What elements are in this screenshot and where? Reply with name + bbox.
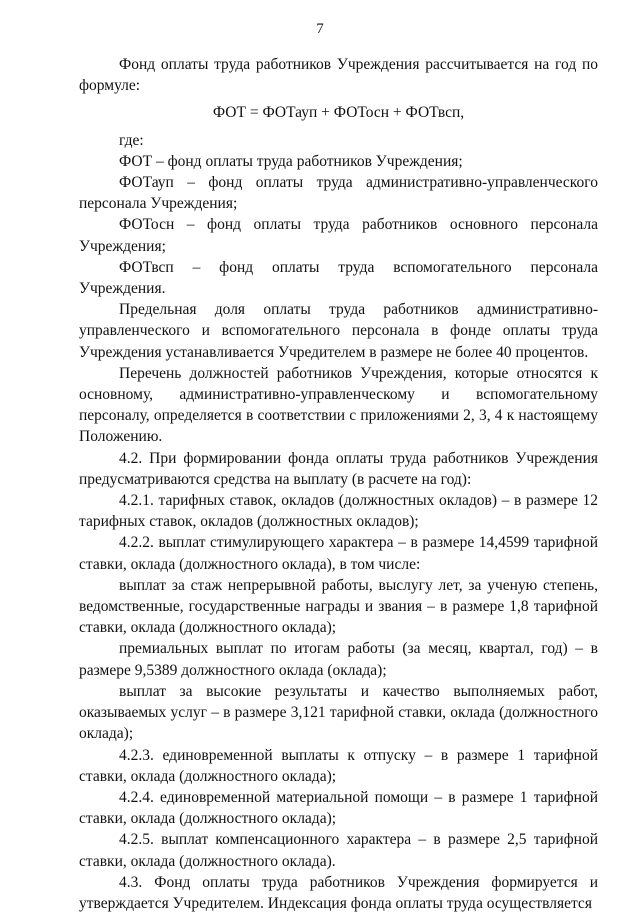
definition-fot: ФОТ – фонд оплаты труда работников Учреждения; [119, 152, 463, 170]
definition-fot-vsp: ФОТвсп – фонд оплаты труда вспомогательного персонала Учреждения. [79, 258, 598, 298]
clause-4-2-2: 4.2.2. выплат стимулирующего характера – в размере 14,4599 тарифной ставки, оклада (должностного оклада), в том числе: [79, 534, 598, 573]
definition-fot-osn: ФОТосн – фонд оплаты труда работников основного персонала Учреждения; [79, 216, 598, 255]
document-body [79, 54, 598, 914]
clause-4-2-3: 4.2.3. единовременной выплаты к отпуску – в размере 1 тарифной ставки, оклада (должностного оклада); [79, 746, 598, 785]
formula: ФОТ = ФОТауп + ФОТосн + ФОТвсп, [212, 104, 465, 122]
clause-4-2-1: 4.2.1. тарифных ставок, окладов (должностных окладов) – в размере 12 тарифных ставок, окладов (должностных окладов); [79, 492, 598, 531]
subclause-bonus-payments: премиальных выплат по итогам работы (за месяц, квартал, год) – в размере 9,5389 должностного оклада (оклада); [79, 640, 598, 679]
subclause-seniority-payments: выплат за стаж непрерывной работы, выслугу лет, за ученую степень, ведомственные, государственные награды и звания – в размере 1,8 тарифной ставки, оклада (должностного оклада); [79, 576, 598, 637]
paragraph-positions-list: Перечень должностей работников Учреждения, которые относятся к основному, административно-управленческому и вспомогательному персоналу, определяется в соответствии с приложениями 2, 3, 4 к настоящему Положению. [79, 364, 598, 446]
clause-4-2: 4.2. При формировании фонда оплаты труда работников Учреждения предусматриваются средства на выплату (в расчете на год): [79, 449, 598, 488]
page-number: 7 [316, 21, 324, 37]
definition-fot-aup: ФОТауп – фонд оплаты труда административно-управленческого персонала Учреждения; [79, 174, 598, 213]
subclause-performance-payments: выплат за высокие результаты и качество выполняемых работ, оказываемых услуг – в размере 3,121 тарифной ставки, оклада (должностного оклада); [79, 682, 598, 743]
paragraph-limit-share: Предельная доля оплаты труда работников административно-управленческого и вспомогательного персонала в фонде оплаты труда Учреждения устанавливается Учредителем в размере не более 40 процентов. [79, 301, 598, 361]
clause-4-2-5: 4.2.5. выплат компенсационного характера – в размере 2,5 тарифной ставки, оклада (должностного оклада). [79, 831, 598, 870]
clause-4-3: 4.3. Фонд оплаты труда работников Учреждения формируется и утверждается Учредителем. Индексация фонда оплаты труда осуществляется [79, 873, 598, 912]
paragraph-where: где: [119, 131, 144, 149]
paragraph-fot-formula-intro: Фонд оплаты труда работников Учреждения рассчитывается на год по формуле: [79, 56, 598, 95]
clause-4-2-4: 4.2.4. единовременной материальной помощи – в размере 1 тарифной ставки, оклада (должностного оклада); [79, 788, 598, 828]
